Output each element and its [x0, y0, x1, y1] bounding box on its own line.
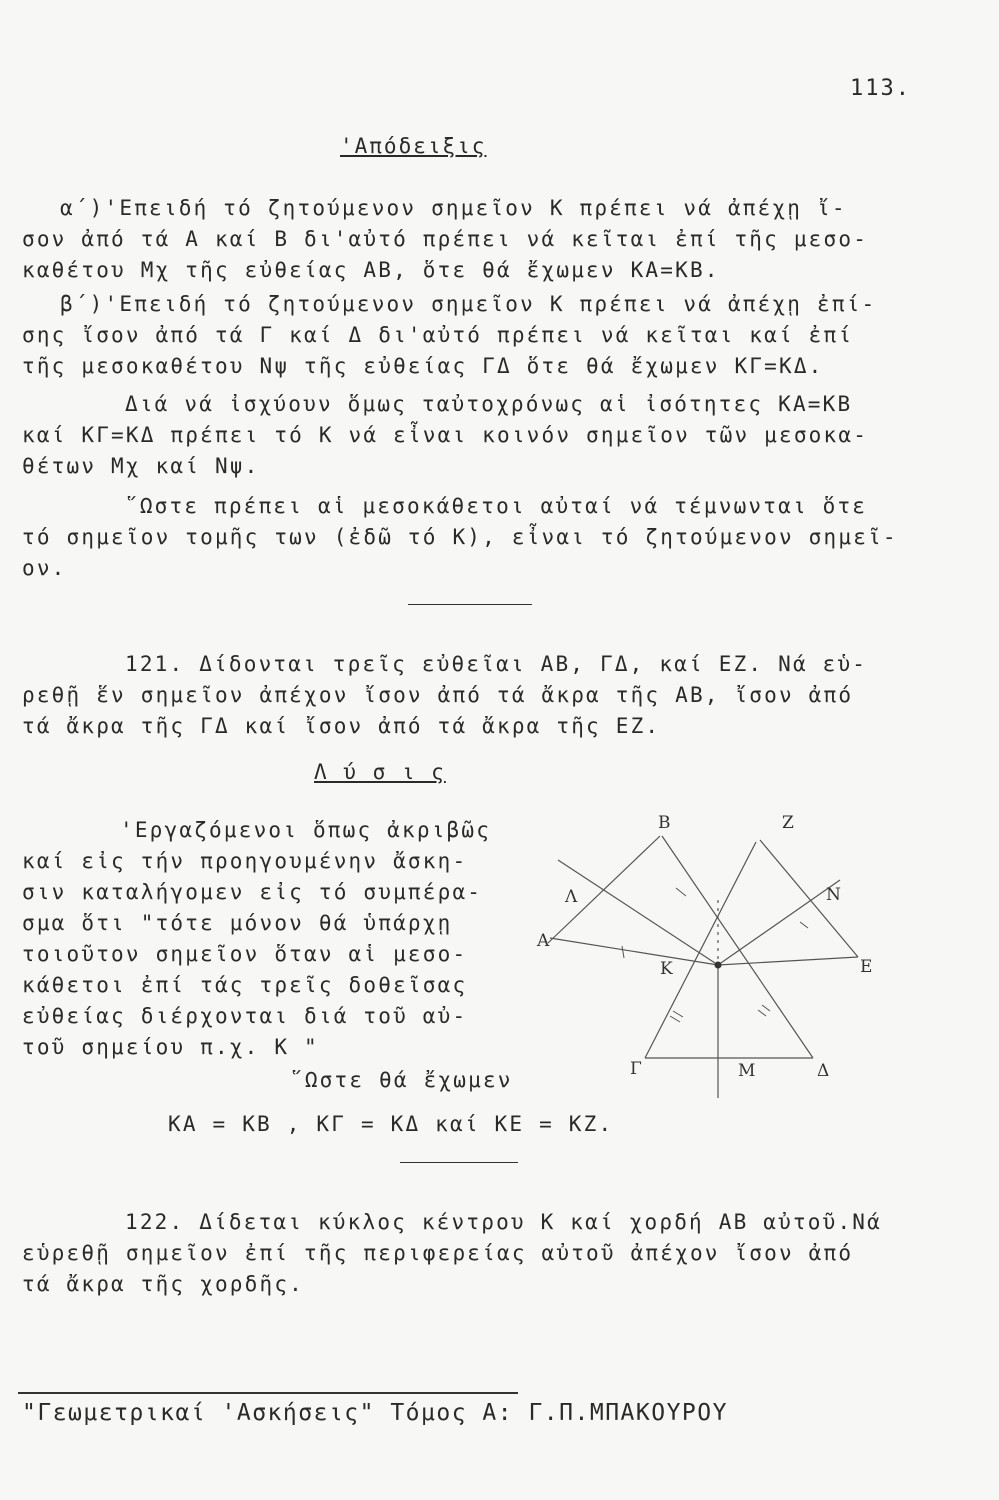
text-line: α΄)'Επειδή τό ζητούμενον σημεῖον Κ πρέπει νά ἀπέχῃ ἴ-	[60, 196, 847, 220]
label-K: K	[660, 959, 673, 979]
text-line: σης ἴσον ἀπό τά Γ καί Δ δι'αὐτό πρέπει νά κεῖται καί ἐπί	[22, 323, 854, 347]
text-line: ῞Ωστε πρέπει αἱ μεσοκάθετοι αὐταί νά τέμνωνται ὅτε	[125, 494, 868, 518]
proof-heading: 'Απόδειξις	[340, 134, 487, 158]
problem-121-line: τά ἄκρα τῆς ΓΔ καί ἴσον ἀπό τά ἄκρα τῆς ΕΖ.	[22, 714, 661, 738]
tick-mark	[673, 1011, 683, 1017]
segment-KE	[718, 957, 858, 965]
text-line: β΄)'Επειδή τό ζητούμενον σημεῖον Κ πρέπει νά ἀπέχῃ ἐπί-	[60, 292, 877, 316]
solution-line: κάθετοι ἐπί τάς τρεῖς δοθεῖσας	[22, 973, 468, 997]
bisector-EZ	[718, 880, 840, 965]
label-A: A	[537, 931, 550, 951]
tick-mark	[676, 888, 686, 896]
problem-122-line: 122. Δίδεται κύκλος κέντρου Κ καί χορδή ΑΒ αὐτοῦ.Νά	[125, 1210, 882, 1234]
solution-line: τοῦ σημείου π.χ. Κ "	[22, 1035, 319, 1059]
section-divider	[400, 1162, 518, 1163]
label-N: N	[826, 885, 841, 905]
label-Lambda: Λ	[565, 887, 578, 907]
text-line: καί ΚΓ=ΚΔ πρέπει τό Κ νά εἶναι κοινόν σημεῖον τῶν μεσοκα-	[22, 423, 869, 447]
solution-line: 'Εργαζόμενοι ὅπως ἀκριβῶς	[120, 818, 492, 842]
problem-122-line: τά ἄκρα τῆς χορδῆς.	[22, 1272, 305, 1296]
solution-line: ῞Ωστε θά ἔχωμεν	[290, 1068, 513, 1092]
line-BD	[662, 836, 813, 1058]
point-K	[715, 962, 722, 969]
text-line: Διά νά ἰσχύουν ὅμως ταὐτοχρόνως αἱ ἰσότητες ΚΑ=ΚΒ	[125, 392, 853, 416]
section-divider	[408, 604, 532, 605]
result-equation: ΚΑ = ΚΒ , ΚΓ = ΚΔ καί ΚΕ = ΚΖ.	[168, 1112, 614, 1136]
text-line: θέτων Μχ καί Νψ.	[22, 454, 260, 478]
label-B: B	[658, 813, 671, 833]
segment-KA	[550, 938, 718, 965]
label-E: E	[860, 957, 873, 977]
label-Z: Z	[782, 813, 794, 833]
tick-mark	[762, 1005, 770, 1011]
tick-mark	[670, 1016, 680, 1022]
geometry-figure	[510, 800, 890, 1100]
tick-mark	[758, 1010, 766, 1016]
label-Delta: Δ	[817, 1061, 830, 1081]
problem-121-line: ρεθῇ ἕν σημεῖον ἀπέχον ἴσον ἀπό τά ἄκρα τῆς ΑΒ, ἴσον ἀπό	[22, 683, 854, 707]
text-line: ον.	[22, 556, 67, 580]
solution-line: σμα ὅτι "τότε μόνον θά ὑπάρχῃ	[22, 911, 453, 935]
solution-line: σιν καταλήγομεν εἰς τό συμπέρα-	[22, 880, 483, 904]
text-line: καθέτου Μχ τῆς εὐθείας ΑΒ, ὅτε θά ἔχωμεν ΚΑ=ΚΒ.	[22, 258, 720, 282]
segment-EZ	[760, 840, 858, 957]
solution-line: τοιοῦτον σημεῖον ὅταν αἱ μεσο-	[22, 942, 468, 966]
problem-122-line: εὑρεθῇ σημεῖον ἐπί τῆς περιφερείας αὐτοῦ ἀπέχον ἴσον ἀπό	[22, 1241, 854, 1265]
label-M: M	[738, 1061, 756, 1081]
solution-heading: Λ ύ σ ι ς	[314, 760, 446, 784]
problem-121-line: 121. Δίδονται τρεῖς εὐθεῖαι ΑΒ, ΓΔ, καί ΕΖ. Νά εὑ-	[125, 652, 868, 676]
footer-rule	[18, 1392, 518, 1394]
tick-mark	[622, 946, 624, 958]
bisector-AB	[558, 860, 718, 965]
page-number: 113.	[850, 76, 911, 101]
text-line: σον ἀπό τά Α καί Β δι'αὐτό πρέπει νά κεῖται ἐπί τῆς μεσο-	[22, 227, 869, 251]
footer-citation: "Γεωμετρικαί 'Ασκήσεις" Τόμος Α: Γ.Π.ΜΠΑΚΟΥΡΟΥ	[22, 1400, 728, 1426]
label-Gamma: Γ	[630, 1059, 642, 1079]
text-line: τῆς μεσοκαθέτου Νψ τῆς εὐθείας ΓΔ ὅτε θά ἔχωμεν ΚΓ=ΚΔ.	[22, 354, 824, 378]
tick-mark	[800, 922, 808, 928]
text-line: τό σημεῖον τομῆς των (ἐδῶ τό Κ), εἶναι τό ζητούμενον σημεῖ-	[22, 525, 898, 549]
solution-line: εὐθείας διέρχονται διά τοῦ αὐ-	[22, 1004, 468, 1028]
solution-line: καί εἰς τήν προηγουμένην ἄσκη-	[22, 849, 468, 873]
